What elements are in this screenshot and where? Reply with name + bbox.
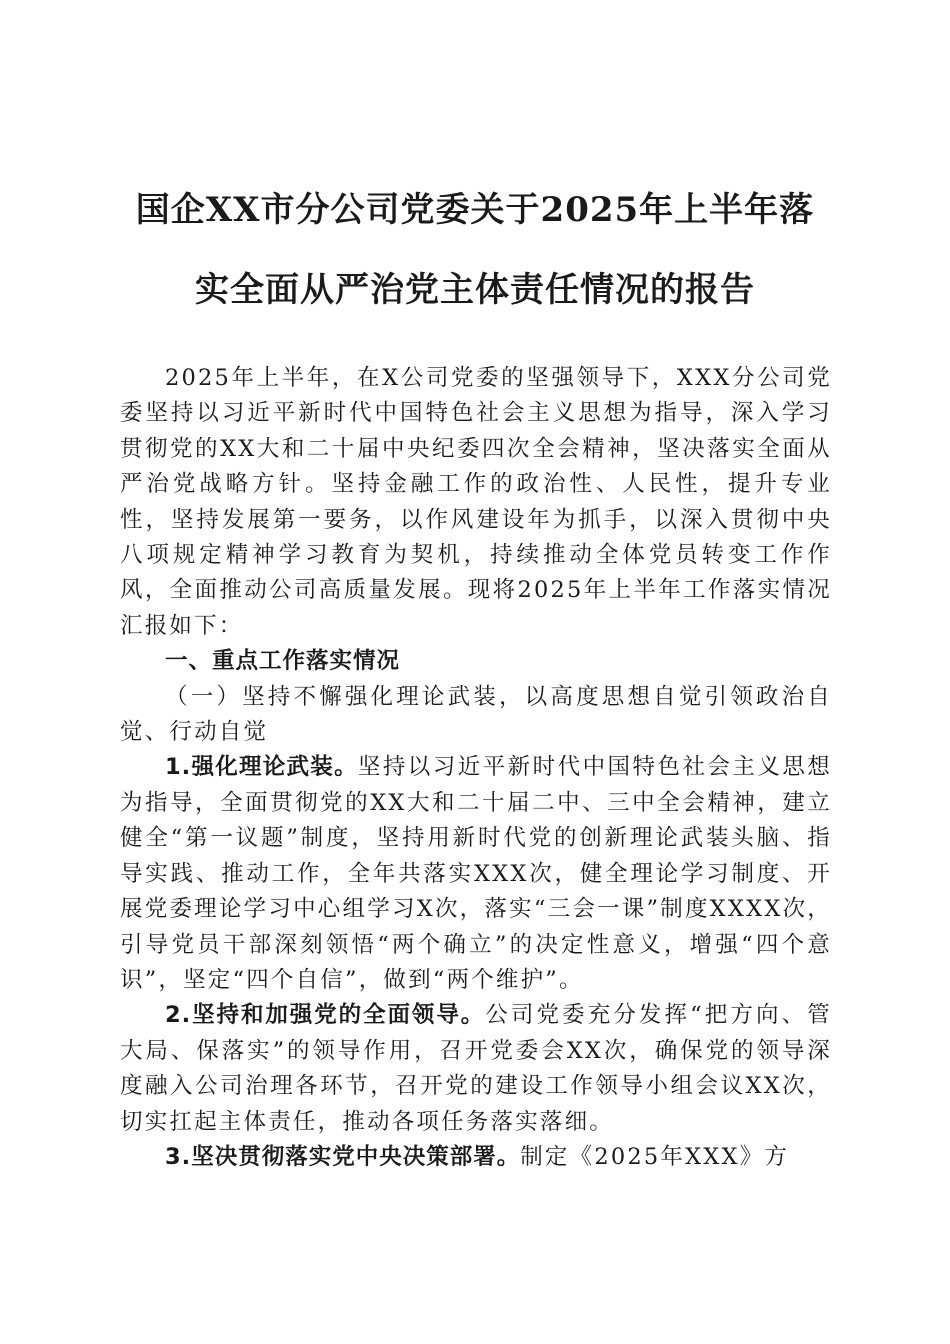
item-text-3: 制定《2025年XXX》方 bbox=[520, 1143, 790, 1170]
subsection-heading-1: （一）坚持不懈强化理论武装，以高度思想自觉引领政治自觉、行动自觉 bbox=[120, 683, 832, 746]
document-title bbox=[100, 170, 850, 330]
item-paragraph-2 bbox=[120, 998, 832, 1140]
item-paragraph-3 bbox=[120, 1140, 832, 1175]
title-line-2: 实全面从严治党主体责任情况的报告 bbox=[195, 270, 755, 310]
item-paragraph-1 bbox=[120, 750, 832, 998]
document-body bbox=[120, 361, 832, 1175]
title-line-1: 国企XX市分公司党委关于2025年上半年落 bbox=[135, 190, 815, 230]
item-lead-3: 3.坚决贯彻落实党中央决策部署。 bbox=[165, 1143, 521, 1170]
intro-paragraph: 2025年上半年，在X公司党委的坚强领导下，XXX分公司党委坚持以习近平新时代中国特色社会主义思想为指导，深入学习贯彻党的XX大和二十届中央纪委四次全会精神，坚决落实全面从严治党战略方针。坚持金融工作的政治性、人民性，提升专业性，坚持发展第一要务，以作风建设年为抓手，以深入贯彻中央八项规定精神学习教育为契机，持续推动全体党员转变工作作风，全面推动公司高质量发展。现将2025年上半年工作落实情况汇报如下： bbox=[120, 365, 832, 639]
item-lead-1: 1.强化理论武装。 bbox=[165, 754, 358, 781]
item-text-1: 坚持以习近平新时代中国特色社会主义思想为指导，全面贯彻党的XX大和二十届二中、三中全会精神，建立健全“第一议题”制度，坚持用新时代党的创新理论武装头脑、指导实践、推动工作，全年共落实XXX次，健全理论学习制度、开展党委理论学习中心组学习X次，落实“三会一课”制度XXXX次，引导党员干部深刻领悟“两个确立”的决定性意义，增强“四个意识”，坚定“四个自信”，做到“两个维护”。 bbox=[120, 754, 832, 993]
item-text-2: 公司党委充分发挥“把方向、管大局、保落实”的领导作用，召开党委会XX次，确保党的领导深度融入公司治理各环节，召开党的建设工作领导小组会议XX次，切实扛起主体责任，推动各项任务落实落细。 bbox=[120, 1002, 832, 1135]
section-heading-1: 一、重点工作落实情况 bbox=[165, 648, 401, 675]
item-lead-2: 2.坚持和加强党的全面领导。 bbox=[165, 1002, 486, 1029]
